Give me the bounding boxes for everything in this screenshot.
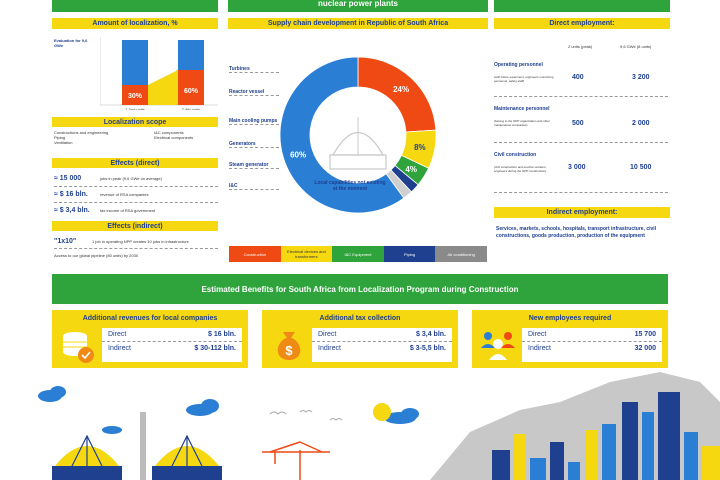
employees-card — [472, 310, 668, 368]
employment-row-title: Maintenance personnel — [494, 106, 550, 112]
tax-card — [262, 310, 458, 368]
employees-title: New employees required — [528, 315, 612, 322]
supply-label: Turbines — [229, 58, 279, 73]
employees-indirect-row — [522, 342, 662, 355]
scope-item-right: Electrical components — [154, 135, 194, 140]
effect-row — [54, 171, 218, 187]
scope-item-left: Ventilation — [54, 140, 73, 145]
bar-2-value-label: 60% — [183, 88, 199, 95]
employment-value-1: 3 000 — [568, 164, 586, 171]
indirect-employment-title: Indirect employment: — [494, 207, 670, 218]
employment-value-1: 400 — [572, 74, 584, 81]
revenues-card — [52, 310, 248, 368]
supply-title: Supply chain development in Republic of South Africa — [228, 18, 488, 29]
effects-direct-title: Effects (direct) — [52, 158, 218, 168]
tax-values — [312, 328, 452, 362]
header-bar-left — [52, 0, 218, 12]
localization-title: Amount of localization, % — [52, 18, 218, 29]
revenues-direct-row — [102, 328, 242, 342]
employment-row — [494, 100, 668, 143]
indirect-label: Indirect — [108, 345, 131, 352]
header-bar-center — [228, 0, 488, 12]
donut-slice — [358, 57, 436, 132]
supply-label: I&C — [229, 169, 279, 190]
effect-row — [54, 234, 218, 249]
effect-desc: jobs in peak (9,6 GWe on average) — [100, 176, 162, 181]
donut-value-label: 60% — [290, 150, 307, 160]
employment-value-2: 3 200 — [632, 74, 650, 81]
legend-item: Piping — [384, 246, 436, 262]
indirect-label: Indirect — [528, 345, 551, 352]
birds-icon — [270, 411, 342, 421]
employment-value-2: 2 000 — [632, 120, 650, 127]
crane-icon — [262, 442, 330, 480]
legend-item: I&C Equipment — [332, 246, 384, 262]
legend-item: Air conditioning — [435, 246, 487, 262]
scope-title: Localization scope — [52, 117, 218, 127]
employees-direct-row — [522, 328, 662, 342]
donut-value-label: 24% — [393, 85, 410, 95]
supply-label: Steam generator — [229, 148, 279, 169]
direct-label: Direct — [318, 331, 337, 338]
donut-value-label: 8% — [414, 142, 426, 152]
legend-item: Construction — [229, 246, 281, 262]
effects-indirect-list — [54, 234, 218, 261]
localization-bar-chart — [100, 35, 218, 110]
effect-value: ≈ 15 000 — [54, 175, 82, 182]
effect-value: ≈ $ 3,4 bln. — [54, 207, 90, 214]
evaluation-label: Evaluation for 9,6 GWe — [54, 38, 88, 48]
employment-row-title: Civil construction — [494, 152, 537, 158]
indirect-value: $ 3-5,5 bln. — [409, 345, 446, 352]
employment-row-desc: (with future equipment, engineers monitoring personnel, safety staff) — [494, 75, 554, 83]
direct-label: Direct — [528, 331, 547, 338]
direct-employment-title: Direct employment: — [494, 18, 670, 29]
revenues-title: Additional revenues for local companies — [82, 315, 218, 322]
effect-desc: 1 job in operating NPP creates 10 jobs in infrastructure — [92, 238, 189, 244]
employment-value-1: 500 — [572, 120, 584, 127]
effects-indirect-title: Effects (indirect) — [52, 221, 218, 231]
tax-title: Additional tax collection — [319, 315, 401, 322]
effect-row — [54, 203, 218, 218]
supply-legend — [229, 246, 487, 262]
direct-value: 15 700 — [634, 331, 656, 338]
reactor-sketch-icon — [330, 117, 386, 169]
employment-value-2: 10 500 — [630, 164, 652, 171]
direct-label: Direct — [108, 331, 127, 338]
effect-row — [54, 187, 218, 203]
bar-1-value-label: 30% — [127, 93, 143, 100]
scope-item-left: Constructions and engineering — [54, 130, 109, 135]
scope-item-right: I&C components — [154, 130, 184, 135]
reactor-dome-icon — [52, 436, 122, 480]
employment-row — [494, 146, 668, 193]
revenues-indirect-row — [102, 342, 242, 355]
indirect-value: $ 30-112 bln. — [194, 345, 236, 352]
indirect-value: 32 000 — [634, 345, 656, 352]
reactor-dome-icon — [152, 436, 222, 480]
employment-col2-header: 9,6 GWe (8 units) — [620, 44, 652, 49]
top-title: nuclear power plants — [317, 0, 399, 8]
effect-row — [54, 249, 218, 261]
employment-col1-header: 2 units (peak) — [568, 44, 593, 49]
chimney — [140, 412, 146, 480]
employees-values — [522, 328, 662, 362]
cityscape-illustration — [0, 372, 720, 480]
effect-desc: tax income of RSA government — [100, 208, 156, 213]
scope-item-left: Piping — [54, 135, 66, 140]
legend-item: Electrical devices and transformers — [281, 246, 333, 262]
employment-row — [494, 56, 668, 97]
tax-direct-row — [312, 328, 452, 342]
direct-value: $ 3,4 bln. — [416, 331, 446, 338]
supply-label: Reactor vessel — [229, 73, 279, 96]
effect-desc: Access to our global pipeline (80 units) by 2030 — [54, 252, 139, 258]
header-bar-right — [494, 0, 670, 12]
scope-list — [54, 130, 218, 145]
svg-text:$: $ — [285, 343, 293, 358]
donut-center-label: Local capabilities not existing at the moment — [314, 180, 386, 192]
employment-row-desc: (belong to the NPP organization and other maintenance companies) — [494, 119, 550, 127]
effects-direct-list — [54, 171, 218, 218]
indirect-employment-text: Services, markets, schools, hospitals, transport infrastructure, civil constructions, goods production, production of the equipment — [496, 226, 657, 239]
sun-icon — [373, 403, 391, 421]
employment-row-desc: (civil construction and erection workers, engineers during the NPP construction) — [494, 165, 547, 173]
indirect-label: Indirect — [318, 345, 341, 352]
supply-label: Generators — [229, 125, 279, 148]
money-bag-icon — [272, 328, 306, 364]
effect-value: ≈ $ 16 bln. — [54, 191, 88, 198]
bar-2-label: 7-8th units — [181, 107, 201, 110]
effect-value: "1x10" — [54, 237, 77, 245]
people-icon — [478, 328, 518, 364]
effect-desc: revenue of RSA companies — [100, 192, 149, 197]
supply-label: Main cooling pumps — [229, 96, 279, 125]
tax-indirect-row — [312, 342, 452, 355]
coins-icon — [60, 328, 96, 364]
bar-1-label: 1-2nd units — [125, 107, 145, 110]
employment-row-title: Operating personnel — [494, 62, 543, 68]
supply-labels — [229, 58, 279, 190]
growth-wedge — [148, 70, 178, 105]
donut-value-label: 4% — [405, 164, 417, 174]
revenues-values — [102, 328, 242, 362]
direct-value: $ 16 bln. — [207, 331, 236, 338]
benefits-title: Estimated Benefits for South Africa from Localization Program during Construction — [52, 274, 668, 304]
